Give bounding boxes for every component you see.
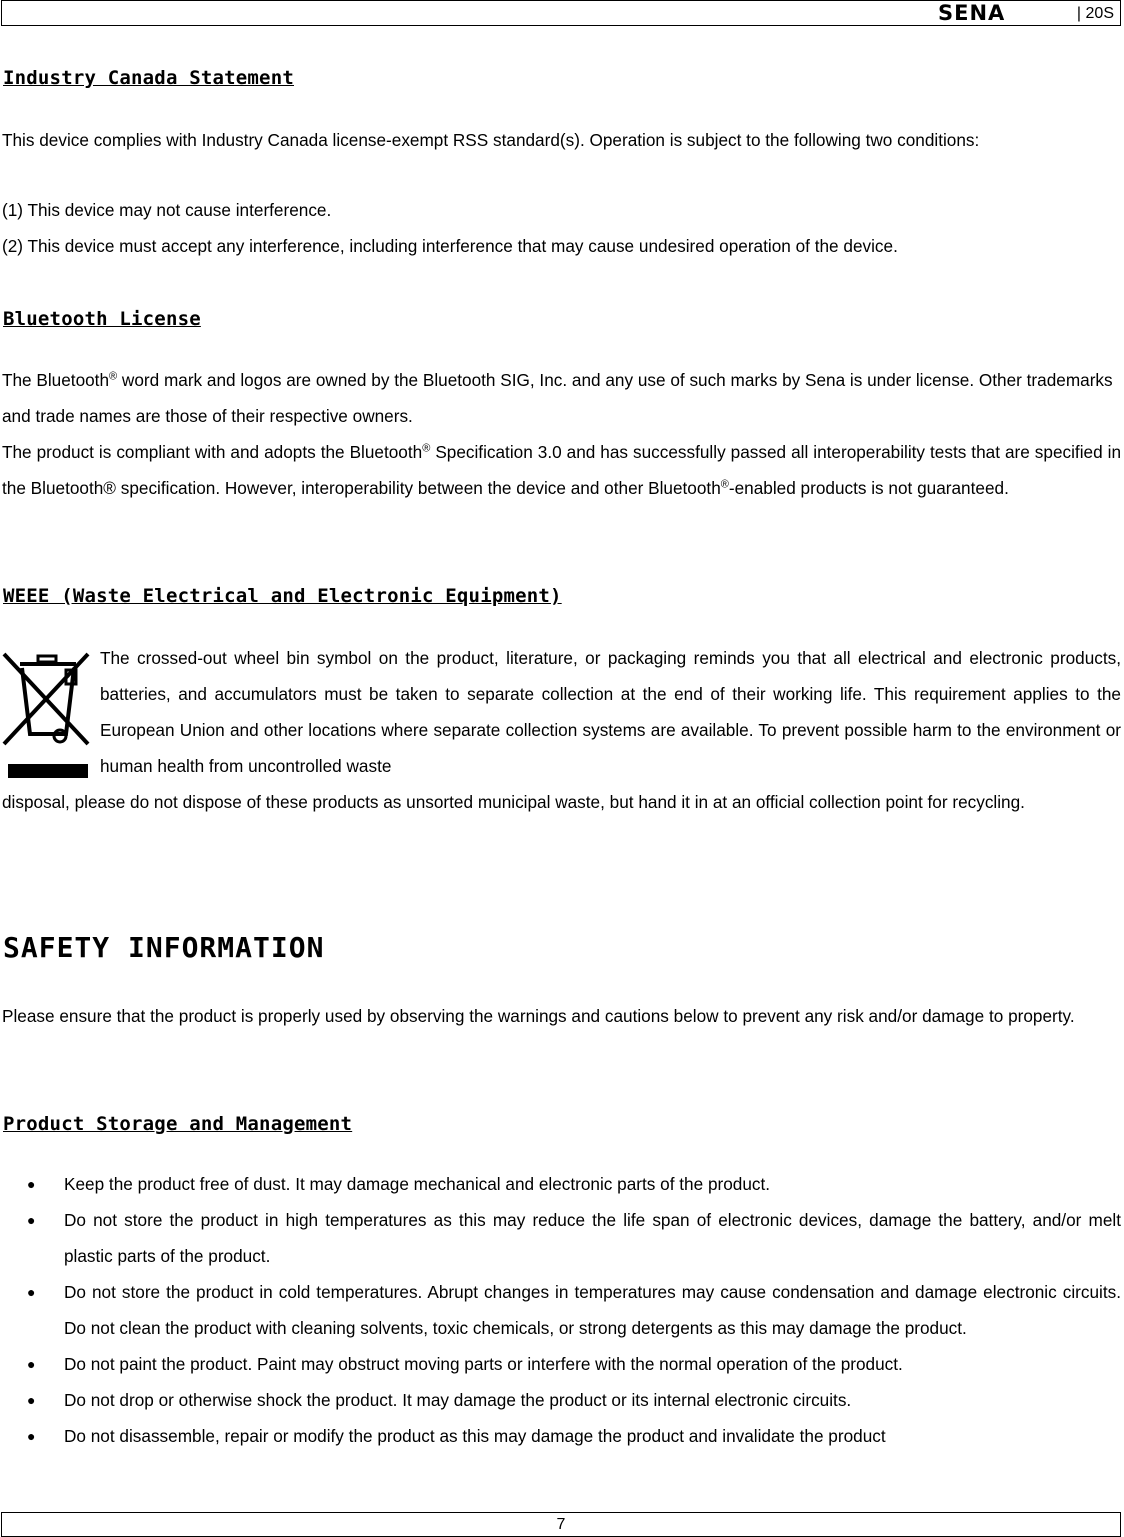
list-item [0,1166,1124,1202]
crossed-out-wheel-bin-icon [0,650,92,787]
industry-canada-condition-1: (1) This device may not cause interference. [2,200,332,220]
weee-heading: WEEE (Waste Electrical and Electronic Equipment) [3,585,562,607]
svg-text:SENA: SENA [938,3,1006,23]
registered-mark: ® [720,478,729,491]
bluetooth-p2-text-a: The product is compliant with and adopts the Bluetooth [2,442,423,462]
bullet-icon: ● [27,1212,36,1228]
safety-intro: Please ensure that the product is properly used by observing the warnings and cautions below to prevent any risk and/or damage to property. [2,1006,1075,1026]
page-footer [1,1512,1121,1537]
list-item-text: Do not paint the product. Paint may obstruct moving parts or interfere with the normal operation of the product. [64,1354,903,1374]
industry-canada-body: This device complies with Industry Canada license-exempt RSS standard(s). Operation is subject to the following two conditions: [2,130,980,150]
bluetooth-license-heading: Bluetooth License [3,308,201,330]
bluetooth-paragraph-1 [2,362,1121,434]
model-label: | 20S [1076,5,1114,22]
list-item [0,1382,1124,1418]
registered-mark: ® [422,442,431,455]
list-item-text: Keep the product free of dust. It may damage mechanical and electronic parts of the product. [64,1174,771,1194]
bluetooth-paragraph-2 [2,434,1121,506]
bullet-icon: ● [27,1428,36,1444]
storage-bullet-list [0,1166,1124,1454]
list-item [0,1202,1124,1274]
list-item-text: Do not store the product in cold temperatures. Abrupt changes in temperatures may cause condensation and damage electronic circuits. Do not clean the product with cleaning solvents, toxic chemicals, or strong detergents as this may damage the product. [64,1282,1121,1338]
product-storage-heading: Product Storage and Management [3,1113,353,1135]
list-item-text: Do not disassemble, repair or modify the product as this may damage the product and invalidate the product [64,1426,886,1446]
industry-canada-heading: Industry Canada Statement [3,67,294,89]
list-item [0,1346,1124,1382]
bullet-icon: ● [27,1392,36,1408]
bluetooth-p1-text-a: The Bluetooth [2,370,110,390]
safety-information-title: SAFETY INFORMATION [3,931,325,964]
sena-logo [938,3,1062,23]
bullet-icon: ● [27,1176,36,1192]
page-number: 7 [556,1516,566,1533]
page-header [1,0,1121,26]
bluetooth-p2-text-b: Specification 3.0 and has successfully passed all interoperability tests that are specified in the Bluetooth® specification. However, interoperability between the device and other Bluetooth [2,442,1122,498]
list-item-text: Do not drop or otherwise shock the product. It may damage the product or its internal electronic circuits. [64,1390,852,1410]
bluetooth-p1-text-b: word mark and logos are owned by the Bluetooth SIG, Inc. and any use of such marks by Sena is under license. Other trademarks and trade names are those of their respective owners. [2,370,1113,426]
list-item [0,1418,1124,1454]
list-item [0,1274,1124,1346]
bluetooth-p2-text-c: -enabled products is not guaranteed. [728,478,1009,498]
weee-body-wrapped: The crossed-out wheel bin symbol on the product, literature, or packaging reminds you that all electrical and electronic products, batteries, and accumulators must be taken to separate collection at the end of their working life. This requirement applies to the European Union and other locations where separate collection systems are available. To prevent possible harm to the environment or human health from uncontrolled waste [100,648,1121,776]
weee-body-continued: disposal, please do not dispose of these products as unsorted municipal waste, but hand it in at an official collection point for recycling. [2,792,1025,812]
registered-mark: ® [109,370,118,383]
bullet-icon: ● [27,1284,36,1300]
industry-canada-condition-2: (2) This device must accept any interference, including interference that may cause undesired operation of the device. [2,236,898,256]
list-item-text: Do not store the product in high temperatures as this may reduce the life span of electronic devices, damage the battery, and/or melt plastic parts of the product. [64,1210,1121,1266]
sena-logo-icon [938,3,1062,23]
bullet-icon: ● [27,1356,36,1372]
